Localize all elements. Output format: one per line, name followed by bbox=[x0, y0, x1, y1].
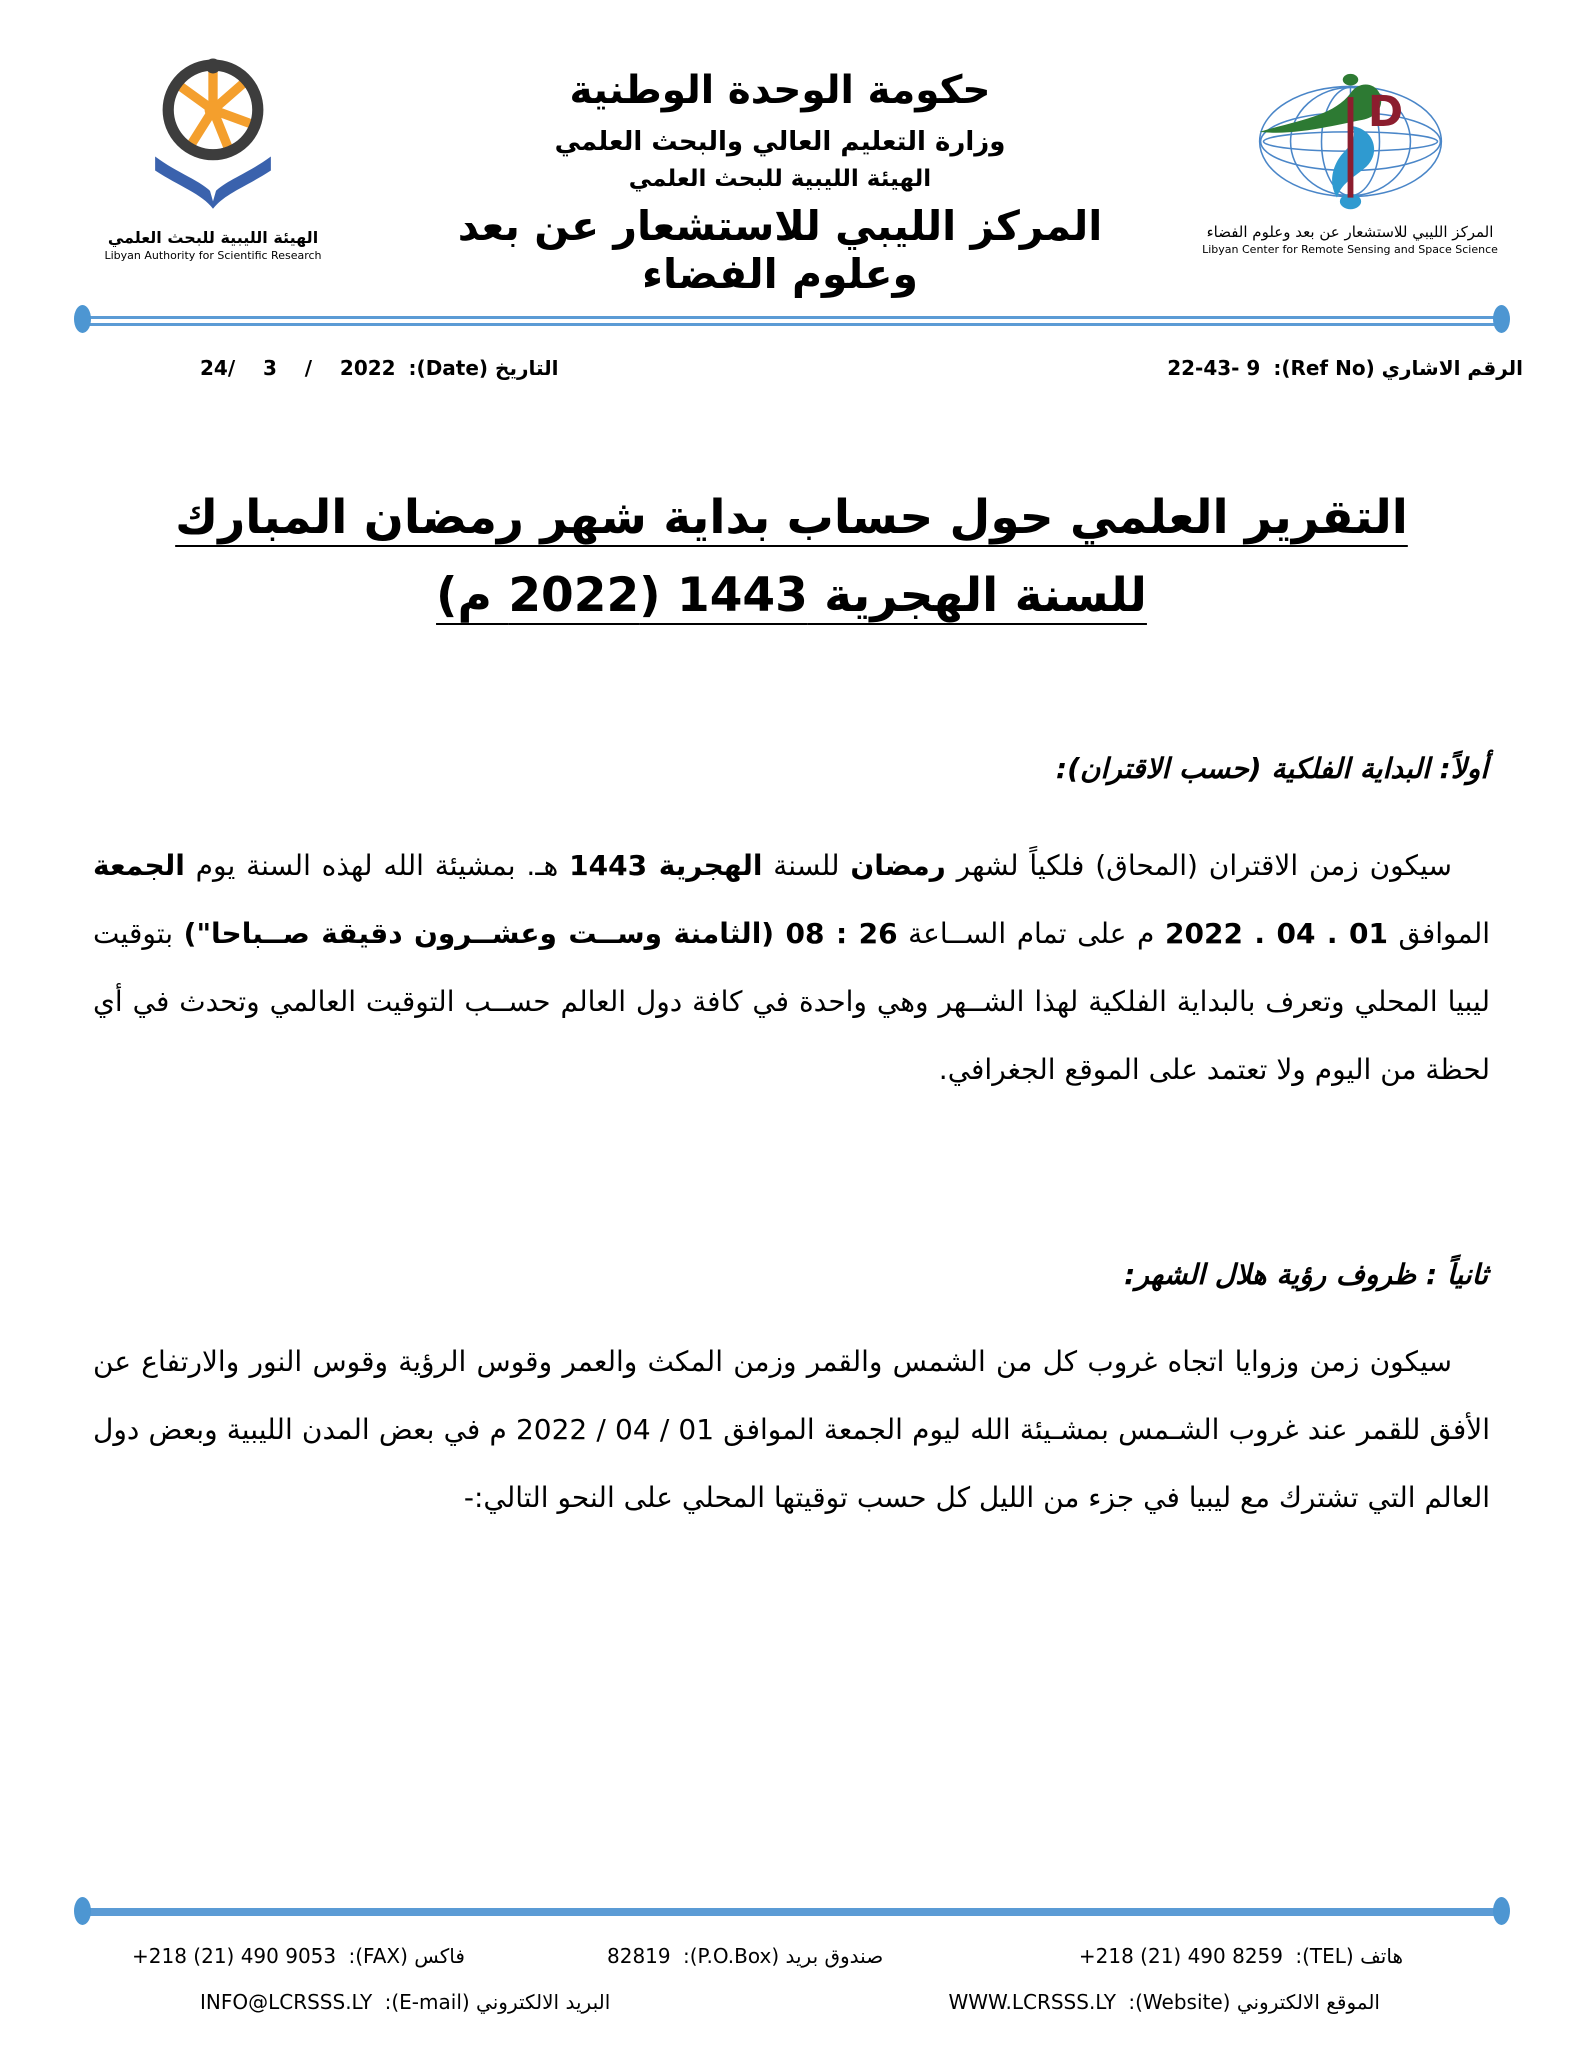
tel-value: +218 (21) 490 8259 bbox=[1078, 1944, 1284, 1968]
lcrsss-globe-logo-icon bbox=[1243, 70, 1458, 215]
section1-heading: أولاً: البداية الفلكية (حسب الاقتران): bbox=[1055, 752, 1488, 785]
footer-divider-dot-right bbox=[1493, 1897, 1510, 1925]
authority-caption-ar: الهيئة الليبية للبحث العلمي bbox=[107, 228, 319, 247]
ref-no-value: 22-43- 9 bbox=[1167, 356, 1261, 380]
date-value: 24/ 3 / 2022 bbox=[200, 356, 396, 380]
title-line-1: التقرير العلمي حول حساب بداية شهر رمضان المبارك bbox=[175, 490, 1408, 545]
ref-no-label: الرقم الاشاري (Ref No): bbox=[1273, 356, 1523, 380]
svg-text:D: D bbox=[1367, 88, 1403, 138]
section2-paragraph: سيكون زمن وزوايا اتجاه غروب كل من الشمس والقمر وزمن المكث والعمر وقوس الرؤية وقوس النور والارتفاع عن الأفق للقمر عند غروب الشـمس بمشـيئة الله ليوم الجمعة الموافق 01 / 04 / 2022 م في بعض المدن الليبية وبعض دول العالم التي تشترك مع ليبيا في جزء من الليل كل حسب توقيتها المحلي على النحو التالي:- bbox=[93, 1345, 1491, 1514]
tel-label: هاتف (TEL): bbox=[1295, 1944, 1403, 1968]
email-label: البريد الالكتروني (E-mail): bbox=[384, 1990, 611, 2014]
ministry-name: وزارة التعليم العالي والبحث العلمي bbox=[554, 127, 1006, 157]
footer-website bbox=[948, 1990, 1380, 2014]
authority-caption-en: Libyan Authority for Scientific Research bbox=[104, 249, 322, 262]
date-field bbox=[200, 356, 559, 380]
divider-dot-left bbox=[74, 305, 91, 333]
pobox-label: صندوق بريد (P.O.Box): bbox=[682, 1944, 884, 1968]
libyan-authority-logo-icon bbox=[138, 52, 288, 220]
lcrsss-logo-block bbox=[1180, 70, 1520, 256]
ref-no-field bbox=[1167, 356, 1523, 380]
footer-pobox bbox=[607, 1944, 883, 1968]
center-name: المركز الليبي للاستشعار عن بعد وعلوم الفضاء bbox=[457, 202, 1103, 298]
document-title bbox=[110, 492, 1473, 621]
footer-fax bbox=[132, 1944, 465, 1968]
authority-name: الهيئة الليبية للبحث العلمي bbox=[628, 166, 932, 192]
email-value: INFO@LCRSSS.LY bbox=[200, 1990, 373, 2014]
lcrsss-caption-en: Libyan Center for Remote Sensing and Space Science bbox=[1202, 243, 1498, 256]
fax-label: فاكس (FAX): bbox=[348, 1944, 465, 1968]
authority-logo-block bbox=[88, 52, 338, 262]
fax-value: +218 (21) 490 9053 bbox=[132, 1944, 337, 1968]
footer-divider-dot-left bbox=[74, 1897, 91, 1925]
title-line-2: للسنة الهجرية 1443 (2022 م) bbox=[436, 567, 1147, 623]
date-label: التاريخ (Date): bbox=[408, 356, 559, 380]
lcrsss-caption-ar: المركز الليبي للاستشعار عن بعد وعلوم الفضاء bbox=[1206, 223, 1494, 241]
section1-paragraph: سيكون زمن الاقتران (المحاق) فلكياً لشهر رمضان للسنة الهجرية 1443 هـ. بمشيئة الله لهذه السنة يوم الجمعة الموافق 01 . 04 . 2022 م على تمام الســاعة 26 : 08 (الثامنة وســت وعشــرون دقيقة صــباحا") بتوقيت ليبيا المحلي وتعرف بالبداية الفلكية لهذا الشــهر وهي واحدة في كافة دول العالم حســب التوقيت العالمي وتحدث في أي لحظة من اليوم ولا تعتمد على الموقع الجغرافي. bbox=[93, 849, 1491, 1086]
pobox-value: 82819 bbox=[607, 1944, 671, 1968]
website-value: WWW.LCRSSS.LY bbox=[948, 1990, 1117, 2014]
divider-dot-right bbox=[1493, 305, 1510, 333]
letterhead-center bbox=[395, 68, 1165, 298]
website-label: الموقع الالكتروني (Website): bbox=[1128, 1990, 1380, 2014]
government-name: حكومة الوحدة الوطنية bbox=[569, 68, 991, 113]
footer-tel bbox=[1079, 1944, 1403, 1968]
section2-heading: ثانياً : ظروف رؤية هلال الشهر: bbox=[1124, 1258, 1488, 1291]
footer-email bbox=[200, 1990, 610, 2014]
